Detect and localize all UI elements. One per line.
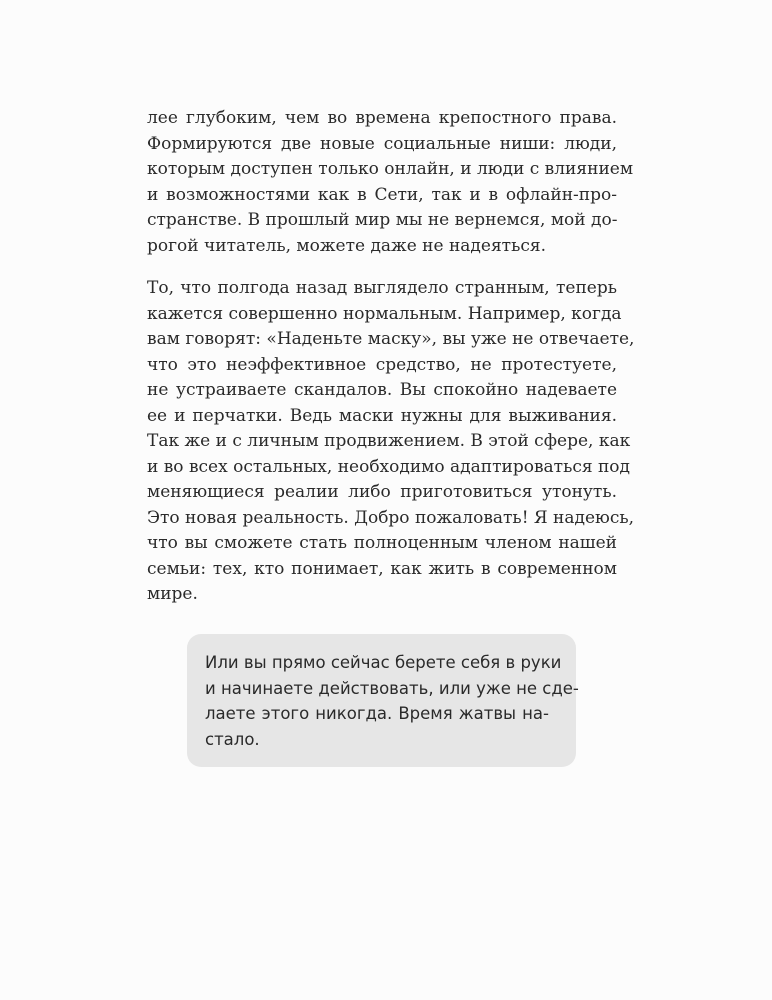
callout-text (205, 650, 579, 752)
text-line: лее глубоким, чем во времена крепостного права. (147, 108, 617, 128)
text-line: что вы сможете стать полноценным членом нашей (147, 533, 617, 553)
paragraph-2 (147, 276, 635, 608)
text-line: не устраиваете скандалов. Вы спокойно надеваете (147, 380, 617, 400)
text-line: кажется совершенно нормальным. Например, когда (147, 303, 622, 324)
callout-line: и начинаете действовать, или уже не сде- (205, 678, 579, 698)
text-line: Это новая реальность. Добро пожаловать! Я надеюсь, (147, 507, 635, 528)
callout-line: Или вы прямо сейчас берете себя в руки (205, 653, 562, 672)
text-line: То, что полгода назад выглядело странным, теперь (147, 278, 617, 298)
text-line: меняющиеся реалии либо приготовиться утонуть. (147, 482, 617, 502)
text-line: Формируются две новые социальные ниши: люди, (147, 133, 617, 154)
text-line: ее и перчатки. Ведь маски нужны для выживания. (147, 405, 617, 426)
text-line: что это неэффективное средство, не протестуете, (147, 354, 617, 375)
text-line: мире. (147, 584, 198, 604)
text-line: странстве. В прошлый мир мы не вернемся, мой до- (147, 210, 618, 230)
callout-line: стало. (205, 729, 260, 749)
text-line: и во всех остальных, необходимо адаптироваться под (147, 456, 631, 477)
paragraph-1 (147, 106, 634, 259)
callout-line: лаете этого никогда. Время жатвы на- (205, 704, 549, 723)
callout-box (187, 634, 579, 767)
text-line: и возможностями как в Сети, так и в офлайн-про- (147, 184, 617, 205)
text-line: вам говорят: «Наденьте маску», вы уже не отвечаете, (147, 329, 635, 349)
text-line: семьи: тех, кто понимает, как жить в современном (147, 558, 617, 579)
text-line: которым доступен только онлайн, и люди с влиянием (147, 159, 634, 179)
text-line: Так же и с личным продвижением. В этой сфере, как (147, 431, 631, 451)
text-line: рогой читатель, можете даже не надеяться. (147, 235, 546, 256)
